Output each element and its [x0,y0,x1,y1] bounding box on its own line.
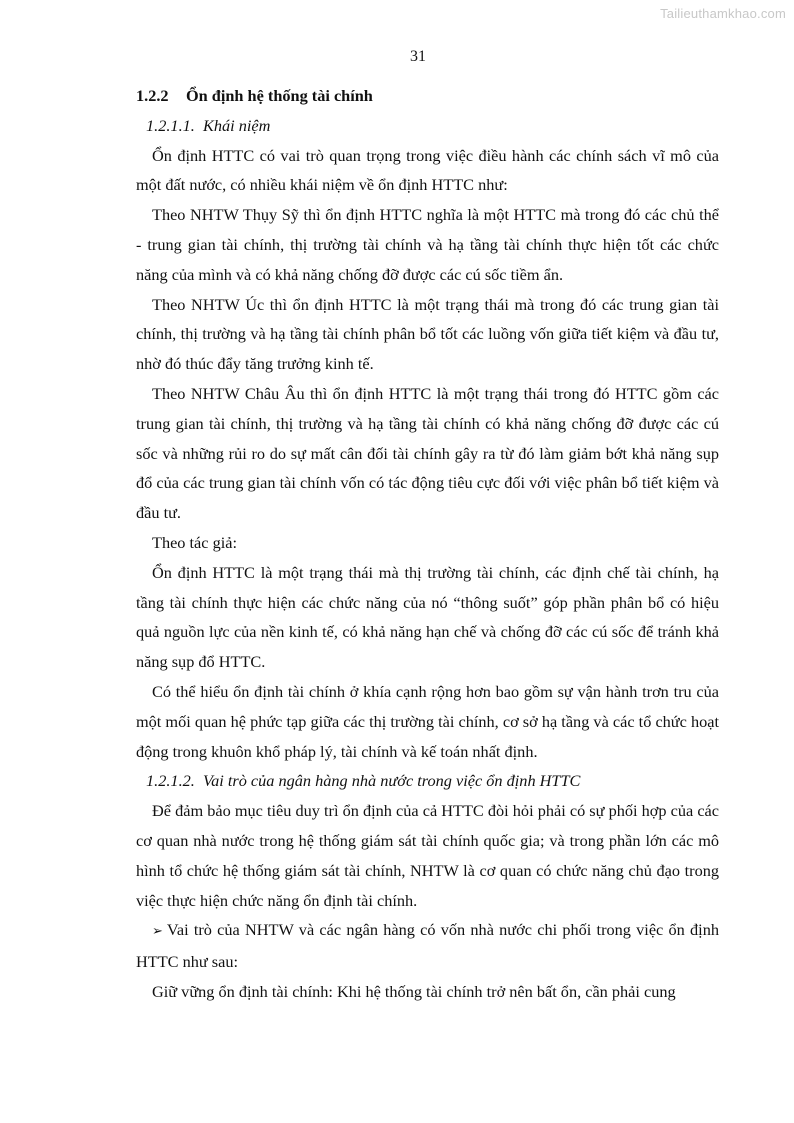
paragraph: Theo tác giả: [152,532,237,552]
paragraph: Giữ vững ổn định tài chính: Khi hệ thống tài chính trở nên bất ổn, cần phải cung [152,981,676,1001]
paragraph: Theo NHTW Úc thì ổn định HTTC là một trạng thái mà trong đó các trung gian tài chính, thị trường và hạ tầng tài chính phân bổ tốt các luồng vốn giữa tiết kiệm và đầu tư, nhờ đó thúc đẩy tăng trưởng kinh tế. [136,294,719,374]
paragraph: Để đảm bảo mục tiêu duy trì ổn định của cả HTTC đòi hỏi phải có sự phối hợp của các cơ quan nhà nước trong hệ thống giám sát tài chính quốc gia; và trong phần lớn các mô hình tổ chức hệ thống giám sát tài chính, NHTW là cơ quan có chức năng chủ đạo trong việc thực hiện chức năng ổn định tài chính. [136,801,719,910]
paragraph: Ổn định HTTC có vai trò quan trọng trong việc điều hành các chính sách vĩ mô của một đất nước, có nhiều khái niệm về ổn định HTTC như: [136,145,719,195]
paragraph: Theo NHTW Châu Âu thì ổn định HTTC là một trạng thái trong đó HTTC gồm các trung gian tài chính, thị trường và hạ tầng tài chính có khả năng chống đỡ được các cú sốc và những rủi ro do sự mất cân đối tài chính gây ra từ đó làm giảm bớt khả năng sụp đổ của các trung gian tài chính vốn có tác động tiêu cực đối với việc phân bổ tiết kiệm và đầu tư. [136,383,719,523]
section-number: 1.2.2 [136,86,169,105]
subsection-title-1: Khái niệm [202,115,271,135]
watermark: Tailieuthamkhao.com [660,6,786,21]
subsection-number-1: 1.2.1.1. [146,115,195,135]
bullet-text: Vai trò của NHTW và các ngân hàng có vốn nhà nước chi phối trong việc ổn định HTTC như sau: [136,920,719,972]
document-body [136,81,719,1007]
page-number: 31 [410,48,426,65]
paragraph: Theo NHTW Thụy Sỹ thì ổn định HTTC nghĩa là một HTTC mà trong đó các chủ thể - trung gian tài chính, thị trường tài chính và hạ tầng tài chính thực hiện tốt các chức năng của mình và có khả năng chống đỡ được các cú sốc tiềm ẩn. [136,205,719,284]
paragraph: Có thể hiểu ổn định tài chính ở khía cạnh rộng hơn bao gồm sự vận hành trơn tru của một mối quan hệ phức tạp giữa các thị trường tài chính, cơ sở hạ tầng và các tổ chức hoạt động trong khuôn khổ pháp lý, tài chính và kế toán nhất định. [136,681,719,761]
subsection-number-2: 1.2.1.2. [146,771,195,791]
subsection-heading-2 [136,766,719,796]
section-title: Ổn định hệ thống tài chính [186,86,373,105]
bullet-item [136,915,719,977]
subsection-heading-1 [136,111,719,141]
arrow-bullet-icon: ➢ [152,924,163,940]
subsection-title-2: Vai trò của ngân hàng nhà nước trong việc ổn định HTTC [202,771,581,791]
section-heading [136,81,719,111]
paragraph: Ổn định HTTC là một trạng thái mà thị trường tài chính, các định chế tài chính, hạ tầng tài chính thực hiện các chức năng của nó “thông suốt” góp phần phân bổ có hiệu quả nguồn lực của nền kinh tế, có khả năng hạn chế và chống đỡ các cú sốc để tránh khả năng sụp đổ HTTC. [136,562,719,672]
